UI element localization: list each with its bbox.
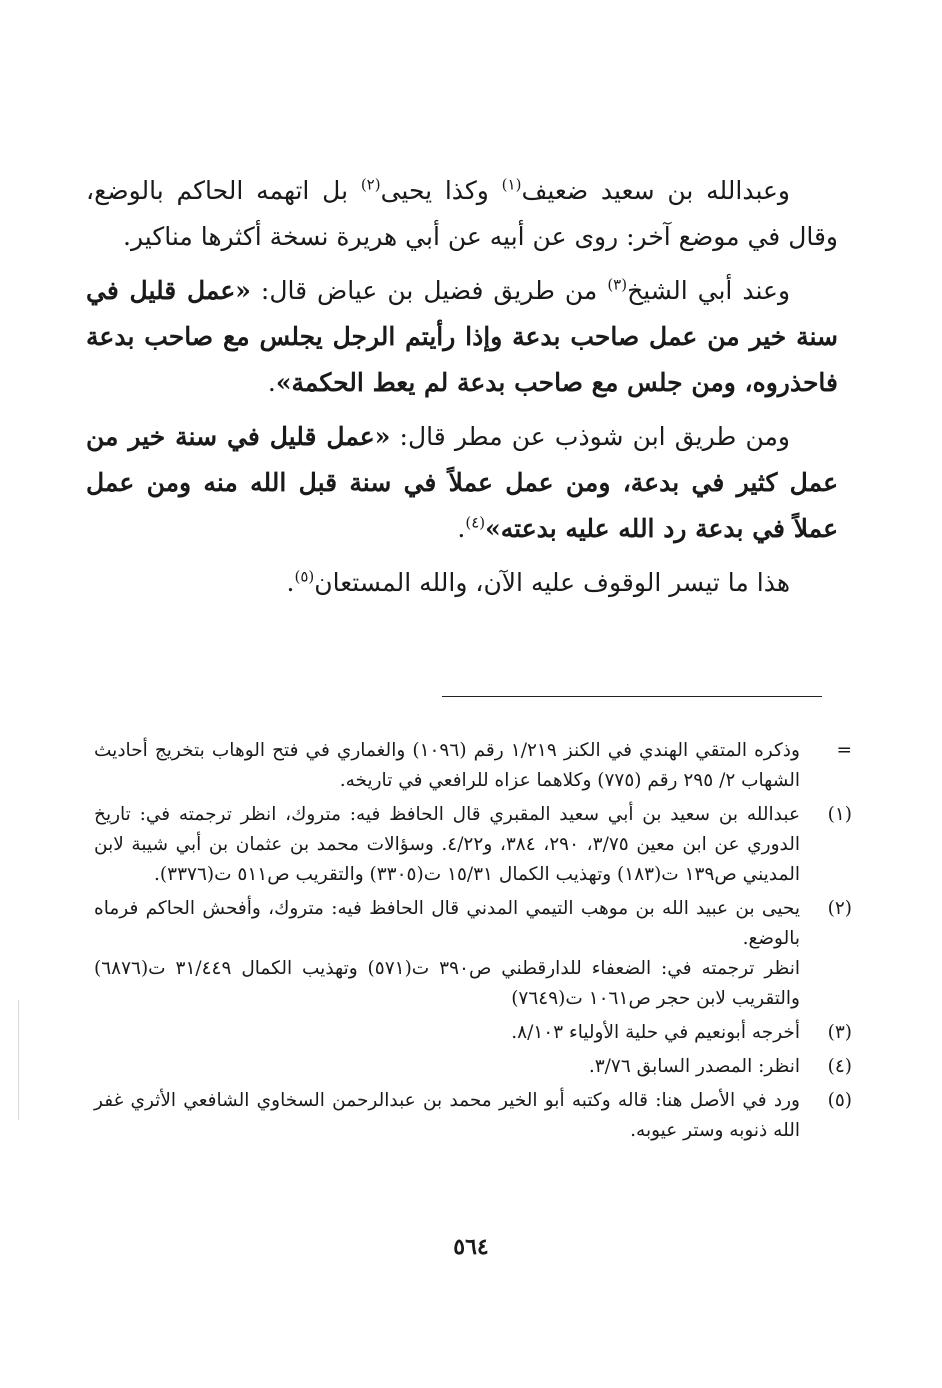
footnote-ref-4[interactable]: (٤) [465,513,486,532]
paragraph-4-end: . [286,568,295,597]
footnote-line: عبدالله بن سعيد بن أبي سعيد المقبري قال الحافظ فيه: متروك، انظر ترجمته في: تاريخ الدوري عن ابن معين ٣/٧٥، ٢٩٠، ٣٨٤، و٤/٢٢. وسؤالات محمد بن عثمان بن أبي شيبة لابن المديني ص١٣٩ ت(١٨٣) وتهذيب الكمال ١٥/٣١ ت(٣٣٠٥) والتقريب ص٥١١ ت(٣٣٧٦). [94,804,800,885]
footnote-body [94,1052,800,1082]
footnote-body [94,894,800,1014]
paragraph-4-text-a: هذا ما تيسر الوقوف عليه الآن، والله المستعان [314,568,790,597]
paragraph-3-end: . [457,514,466,543]
footnote-ref-3[interactable]: (٣) [607,275,628,294]
footnote-3 [94,1018,852,1048]
footnote-5 [94,1086,852,1146]
footnote-marker: = [836,740,852,761]
footnote-line: أخرجه أبونعيم في حلية الأولياء ٨/١٠٣. [511,1022,800,1043]
paragraph-1-text-b: وكذا يحيى [380,176,502,205]
paragraph-3-text-a: ومن طريق ابن شوذب عن مطر قال: [390,422,790,451]
footnote-line: وذكره المتقي الهندي في الكنز ١/٢١٩ رقم (١٠٩٦) والغماري في فتح الوهاب بتخريج أحاديث الشهاب ٢/ ٢٩٥ رقم (٧٧٥) وكلاهما عزاه للرافعي في تاريخه. [94,740,800,791]
footnote-ref-1[interactable]: (١) [501,175,522,194]
footnote-1 [94,800,852,890]
footnote-body [94,1018,800,1048]
paragraph-3 [86,414,838,552]
footnote-continued [94,736,852,796]
footnotes [94,736,852,1150]
footnote-marker: (٢) [827,898,852,919]
footnote-separator [442,696,822,697]
footnote-2 [94,894,852,1014]
footnote-line: انظر: المصدر السابق ٣/٧٦. [588,1056,800,1077]
main-text [86,168,838,614]
paragraph-2-end: . [267,368,276,397]
paragraph-1-text-c: بل اتهمه الحاكم بالوضع، وقال في موضع آخر: روى عن أبيه عن أبي هريرة نسخة أكثرها مناكير. [86,176,838,251]
paragraph-2-text-a: وعند أبي الشيخ [627,276,791,305]
page-number: ٥٦٤ [453,1234,489,1260]
footnote-line: انظر ترجمته في: الضعفاء للدارقطني ص٣٩٠ ت(٥٧١) وتهذيب الكمال ٣١/٤٤٩ ت(٦٨٧٦) والتقريب لابن حجر ص١٠٦١ ت(٧٦٤٩) [94,958,801,1009]
paragraph-1 [86,168,838,260]
footnote-body [94,800,800,890]
footnote-marker: (٥) [827,1090,852,1111]
footnote-line: ورد في الأصل هنا: قاله وكتبه أبو الخير محمد بن عبدالرحمن السخاوي الشافعي الأثري غفر الله ذنوبه وستر عيوبه. [94,1090,800,1141]
footnote-marker: (١) [827,804,852,825]
paragraph-2 [86,268,838,406]
paragraph-2-quote: «عمل قليل في سنة خير من عمل صاحب بدعة وإذا رأيتم الرجل يجلس مع صاحب بدعة فاحذروه، ومن جلس مع صاحب بدعة لم يعط الحكمة» [86,276,838,397]
footnote-body [94,1086,800,1146]
footnote-ref-2[interactable]: (٢) [360,175,381,194]
footnote-ref-5[interactable]: (٥) [294,567,315,586]
footnote-4 [94,1052,852,1082]
paragraph-1-text-a: وعبدالله بن سعيد ضعيف [521,176,791,205]
paragraph-4 [86,560,838,606]
footnote-body [94,736,800,796]
footnote-marker: (٣) [827,1022,852,1043]
paragraph-2-text-b: من طريق فضيل بن عياض قال: [250,276,608,305]
paragraph-3-quote: «عمل قليل في سنة خير من عمل كثير في بدعة، ومن عمل عملاً في سنة قبل الله منه ومن عمل عملاً في بدعة رد الله عليه بدعته» [86,422,838,543]
footnote-marker: (٤) [827,1056,852,1077]
footnote-line: يحيى بن عبيد الله بن موهب التيمي المدني قال الحافظ فيه: متروك، وأفحش الحاكم فرماه بالوضع. [94,898,800,949]
scan-margin-line [18,1000,19,1120]
